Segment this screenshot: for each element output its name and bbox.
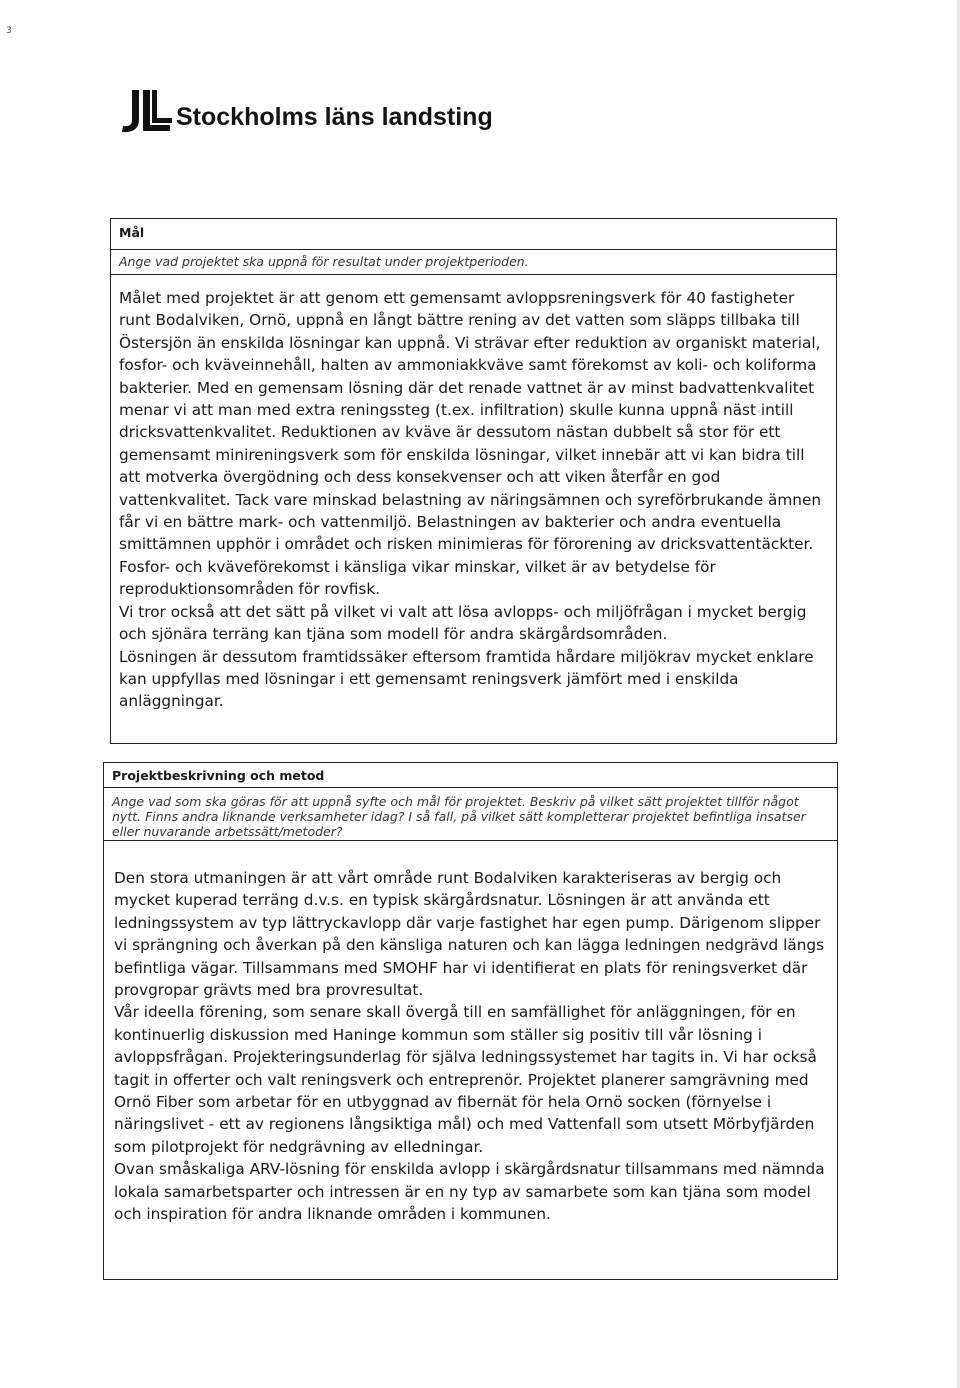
- method-hint: Ange vad som ska göras för att uppnå syfte och mål för projektet. Beskriv på vilket sätt projektet tillför något nytt. Finns andra liknande verksamheter idag? I så fall, på vilket sätt kompletterar projektet befintliga insatser eller nuvarande arbetssätt/metoder?: [112, 794, 806, 839]
- method-hint-row: [104, 788, 837, 841]
- goal-hint-row: [111, 250, 836, 275]
- goal-body: [111, 275, 836, 713]
- goal-title-row: [111, 219, 836, 250]
- goal-hint: Ange vad projektet ska uppnå för resultat under projektperioden.: [119, 254, 529, 269]
- method-paragraph-2: Vår ideella förening, som senare skall övergå till en samfällighet för anläggningen, för en kontinuerlig diskussion med Haninge kommun som ställer sig positiv till vår lösning i avloppsfrågan. Projekteringsunderlag för själva ledningssystemet har tagits in. Vi har också tagit in offerter och valt reningsverk och entreprenör. Projektet planerer samgrävning med Ornö Fiber som arbetar för en utbyggnad av fibernät för hela Ornö socken (förnyelse i näringslivet - ett av regionens långsiktiga mål) och med Vattenfall som utsett Mörbyfjärden som pilotprojekt för nedgrävning av elledningar.: [114, 1003, 817, 1156]
- method-paragraph-1: Den stora utmaningen är att vårt område runt Bodalviken karakteriseras av bergig och mycket kuperad terräng d.v.s. en typisk skärgårdsnatur. Lösningen är att använda ett ledningssystem av typ lättryckavlopp där varje fastighet har egen pump. Därigenom slipper vi sprängning och åverkan på den känsliga naturen och kan lägga ledningen nedgrävd längs befintliga vägar. Tillsammans med SMOHF har vi identifierat en plats för reningsverket där provgropar grävts med bra provresultat.: [114, 869, 825, 1000]
- method-body: [104, 841, 837, 1226]
- goal-title: Mål: [119, 225, 145, 240]
- letterhead: [118, 88, 493, 134]
- method-title-row: [104, 763, 837, 788]
- method-paragraph-3: Ovan småskaliga ARV-lösning för enskilda avlopp i skärgårdsnatur tillsammans med nämnda lokala samarbetsparter och intressen är en ny typ av samarbete som kan tjäna som model och inspiration för andra liknande områden i kommunen.: [114, 1160, 825, 1224]
- goal-paragraph-3: Lösningen är dessutom framtidssäker eftersom framtida hårdare miljökrav mycket enklare kan uppfyllas med lösningar i ett gemensamt reningsverk jämfört med i enskilda anläggningar.: [119, 647, 814, 711]
- method-title: Projektbeskrivning och metod: [112, 768, 325, 783]
- page-mark: 3: [6, 26, 12, 36]
- goal-section: [110, 218, 837, 744]
- method-section: [103, 762, 838, 1280]
- goal-paragraph-2: Vi tror också att det sätt på vilket vi valt att lösa avlopps- och miljöfrågan i mycket bergig och sjönära terräng kan tjäna som modell för andra skärgårdsområden.: [119, 602, 807, 644]
- landsting-logo-icon: [118, 88, 174, 134]
- org-name: Stockholms läns landsting: [176, 103, 493, 131]
- goal-paragraph-1: Målet med projektet är att genom ett gemensamt avloppsreningsverk för 40 fastigheter runt Bodalviken, Ornö, uppnå en långt bättre rening av det vatten som släpps tillbaka till Östersjön än enskilda lösningar kan uppnå. Vi strävar efter reduktion av organiskt material, fosfor- och kväveinnehåll, halten av ammoniakkväve samt förekomst av koli- och koliforma bakterier. Med en gemensam lösning där det renade vattnet är av minst badvattenkvalitet menar vi att man med extra reningssteg (t.ex. infiltration) skulle kunna uppnå näst intill dricksvattenkvalitet. Reduktionen av kväve är dessutom nästan dubbelt så stor för ett gemensamt minireningsverk som för enskilda lösningar, vilket innebär att vi kan bidra till att motverka övergödning och dess konsekvenser och att viken återfår en god vattenkvalitet. Tack vare minskad belastning av näringsämnen och syreförbrukande ämnen får vi en bättre mark- och vattenmiljö. Belastningen av bakterier och andra eventuella smittämnen upphör i området och risken minimieras för förorening av dricksvattentäckter. Fosfor- och kväveförekomst i känsliga vikar minskar, vilket är av betydelse för reproduktionsområden för rovfisk.: [119, 289, 822, 599]
